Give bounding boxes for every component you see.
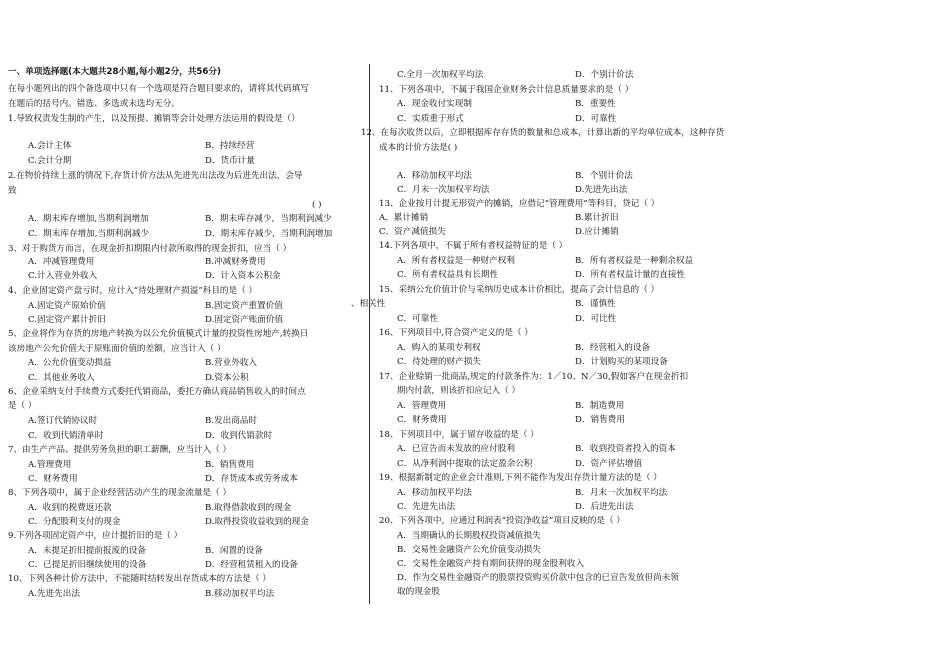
- q20-option-b: B．交易性金融资产公允价值变动损失: [397, 545, 541, 555]
- q5-option-c: C．其他业务收入: [28, 373, 95, 383]
- q19-option-d: D．后进先出法: [575, 502, 634, 512]
- q3-option-a: A．冲减管理费用: [28, 257, 95, 267]
- q18-option-a: A．已宣告而未发放的应付股利: [397, 444, 515, 454]
- q2-option-a: A．期末库存增加,当期利润增加: [28, 214, 149, 224]
- question-3: 3、对于购货方而言，在现金折扣期限内付款所取得的现金折扣，应当（ ）: [8, 244, 292, 254]
- question-8: 8、下列各项中，属于企业经营活动产生的现金流量是（ ）: [8, 488, 232, 498]
- q12-option-b: B．个别计价法: [575, 171, 633, 181]
- q6-option-b: B.发出商品时: [205, 416, 258, 426]
- q3-option-b: B.冲减财务费用: [205, 257, 266, 267]
- q3-option-c: C.计入营业外收入: [28, 271, 98, 281]
- question-12-cont: 成本的计价方法是( ): [379, 143, 458, 153]
- q7-option-c: C．财务费用: [28, 474, 78, 484]
- q10-option-a: A.先进先出法: [28, 589, 80, 599]
- q7-option-d: D．存货成本或劳务成本: [205, 474, 298, 484]
- q6-option-c: C．收到代销清单时: [28, 431, 104, 441]
- q8-option-c: C．分配股利支付的现金: [28, 517, 121, 527]
- question-17: 17、企业赊销一批商品,规定的付款条件为：1／10、N／30,假如客户在现金折扣: [379, 372, 689, 382]
- q1-option-c: C.会计分期: [28, 156, 72, 166]
- question-18: 18、下列项目中，属于留存收益的是（ ）: [379, 430, 539, 440]
- q15-side-note: 、相关性: [351, 299, 386, 309]
- question-1: 1.导致权责发生制的产生，以及预提、摊销等会计处理方法运用的假设是（）: [8, 114, 300, 124]
- q8-option-d: D.取得投资收益收到的现金: [205, 517, 309, 527]
- q1-option-b: B．持续经营: [205, 141, 255, 151]
- q1-option-a: A.会计主体: [28, 141, 72, 151]
- q4-option-a: A.固定资产原始价值: [28, 301, 106, 311]
- q11-option-a: A．现金收付实现制: [397, 99, 472, 109]
- q5-option-b: B.营业外收入: [205, 358, 258, 368]
- q20-option-c: C．交易性金融资产持有期间获得的现金股利收入: [397, 559, 585, 569]
- q4-option-d: D.固定资产账面价值: [205, 315, 284, 325]
- q18-option-d: D．资产评估增值: [575, 459, 643, 469]
- q16-option-c: C．待处理的财产损失: [397, 357, 481, 367]
- q9-option-a: A．未提足折旧提前报废的设备: [28, 546, 146, 556]
- q19-option-a: A．移动加权平均法: [397, 488, 472, 498]
- q4-option-b: B.固定资产重置价值: [205, 301, 283, 311]
- column-divider: [369, 64, 370, 604]
- q4-option-c: C.固定资产累计折旧: [28, 315, 106, 325]
- question-16: 16、下列项目中,符合资产定义的是（ ）: [379, 328, 533, 338]
- q13-option-c: C．资产减值损失: [379, 227, 446, 237]
- question-14: 14.下列各项中，不属于所有者权益特征的是（ ）: [379, 241, 568, 251]
- q8-option-a: A．收到的税费返还款: [28, 503, 112, 513]
- q9-option-b: B．闲置的设备: [205, 546, 263, 556]
- question-19: 19、根据新制定的企业会计准则,下列不能作为发出存货计量方法的是（ ）: [379, 473, 662, 483]
- question-11: 11、下列各项中，不属于我国企业财务会计信息质量要求的是（ ）: [379, 85, 634, 95]
- q17-option-b: B．制造费用: [575, 401, 625, 411]
- q2-option-c: C．期末库存增加,当期利润减少: [28, 229, 150, 239]
- question-17-cont: 期内付款，则该折扣应记入（ ）: [397, 386, 521, 396]
- q5-option-d: D.资本公积: [205, 373, 249, 383]
- question-5: 5、企业将作为存货的房地产转换为以公允价值模式计量的投资性房地产,转换日: [8, 329, 309, 339]
- question-13: 13、企业按月计提无形资产的摊销，应借记“管理费用”等科目，贷记（ ）: [379, 199, 660, 209]
- q9-option-c: C．已提足折旧继续使用的设备: [28, 560, 147, 570]
- question-10: 10、下列各种计价方法中，不能随时结转发出存货成本的方法是（ ）: [8, 574, 271, 584]
- q3-option-d: D．计入资本公积金: [205, 271, 281, 281]
- q14-option-a: A．所有者权益是一种财产权利: [397, 256, 515, 266]
- q2-answer-blank: ( ): [312, 200, 322, 210]
- q10-option-b: B.移动加权平均法: [205, 589, 275, 599]
- question-7: 7、由生产产品、提供劳务负担的职工薪酬，应当计入（ ）: [8, 445, 232, 455]
- q10-option-c: C.全月一次加权平均法: [397, 70, 484, 80]
- q9-option-d: D．经营租赁租入的设备: [205, 560, 298, 570]
- q8-option-b: B.取得借款收到的现金: [205, 503, 292, 513]
- q6-option-d: D．收到代销款时: [205, 431, 273, 441]
- q18-option-c: C．从净利润中提取的法定盈余公积: [397, 459, 533, 469]
- question-9: 9.下列各项固定资产中，应计提折旧的是（ ）: [8, 531, 183, 541]
- q13-option-a: A．累计摊销: [379, 213, 429, 223]
- q7-option-b: B．销售费用: [205, 460, 255, 470]
- question-12: 12、在每次收货以后，立即根据库存存货的数量和总成本，计算出新的平均单位成本，这种存货: [361, 128, 725, 138]
- q2-option-d: D．期末库存减少，当期利润增加: [205, 229, 333, 239]
- q20-option-d: D．作为交易性金融资产的股票投资购买价款中包含的已宣告发放但尚未领: [397, 573, 679, 583]
- q11-option-d: D．可靠性: [575, 114, 617, 124]
- q15-option-d: D．可比性: [575, 314, 617, 324]
- question-6: 6、企业采纳支付手续费方式委托代销商品，委托方确认商品销售收入的时间点: [8, 387, 306, 397]
- q14-option-c: C．所有者权益具有长期性: [397, 270, 499, 280]
- question-2: 2.在物价持续上涨的情况下,存货计价方法从先进先出法改为后进先出法，会导: [8, 171, 303, 181]
- q16-option-a: A．购入的某项专利权: [397, 343, 481, 353]
- q15-option-b: B．谨慎性: [575, 299, 616, 309]
- q20-option-d-cont: 取的现金股: [397, 587, 440, 597]
- question-4: 4、企业固定资产盘亏时，应计入“待处理财产损溢”科目的是（ ）: [8, 286, 258, 296]
- q7-option-a: A.管理费用: [28, 460, 72, 470]
- q13-option-d: D.应计摊销: [575, 227, 619, 237]
- q14-option-d: D．所有者权益计量的直接性: [575, 270, 686, 280]
- q17-option-c: C．财务费用: [397, 415, 447, 425]
- question-2-cont: 致: [8, 186, 17, 196]
- q1-option-d: D．货币计量: [205, 156, 255, 166]
- q19-option-c: C．先进先出法: [397, 502, 456, 512]
- q18-option-b: B．收到投资者投入的资本: [575, 444, 676, 454]
- q2-option-b: B．期末库存减少，当期利润减少: [205, 214, 332, 224]
- instructions-line-1: 在每小题列出的四个备选项中只有一个选项是符合题目要求的，请将其代码填写: [8, 84, 309, 94]
- q14-option-b: B．所有者权益是一种剩余权益: [575, 256, 694, 266]
- q15-option-c: C．可靠性: [397, 314, 438, 324]
- q5-option-a: A．公允价值变动损益: [28, 358, 112, 368]
- q6-option-a: A.签订代销协议时: [28, 416, 98, 426]
- q11-option-b: B．重要性: [575, 99, 616, 109]
- q13-option-b: B.累计折旧: [575, 213, 619, 223]
- question-6-cont: 是（ ）: [8, 401, 37, 411]
- q16-option-b: B．经营租入的设备: [575, 343, 651, 353]
- q17-option-a: A．管理费用: [397, 401, 447, 411]
- instructions-line-2: 在题后的括号内。错选、多选或未选均无分。: [8, 99, 180, 109]
- q19-option-b: B．月末一次加权平均法: [575, 488, 668, 498]
- q17-option-d: D．销售费用: [575, 415, 625, 425]
- question-5-cont: 该房地产公允价值大于原账面价值的差额，应当计入（ ）: [8, 344, 226, 354]
- q12-option-c: C．月末一次加权平均法: [397, 185, 490, 195]
- q10-option-d: D．个别计价法: [575, 70, 634, 80]
- q20-option-a: A．当期确认的长期股权投资减值损失: [397, 531, 541, 541]
- q12-option-a: A．移动加权平均法: [397, 171, 472, 181]
- q12-option-d: D.先进先出法: [575, 185, 628, 195]
- question-15: 15、采纳公允价值计价与采纳历史成本计价相比，提高了会计信息的（ ）: [379, 285, 660, 295]
- q16-option-d: D．计划购买的某项设备: [575, 357, 668, 367]
- question-20: 20、下列各项中，应通过利润表“投资净收益”项目反映的是（ ）: [379, 516, 625, 526]
- q11-option-c: C．实质重于形式: [397, 114, 464, 124]
- section-title: 一、单项选择题(本大题共28小题,每小题2分，共56分): [8, 67, 221, 77]
